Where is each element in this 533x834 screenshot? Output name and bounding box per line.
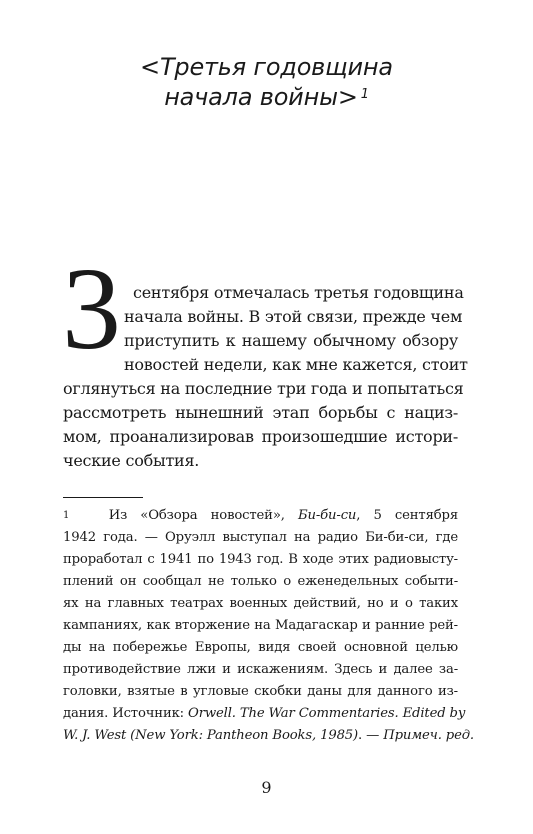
- footnote-line-3: проработал с 1941 по 1943 год. В ходе этих радиовысту-: [63, 552, 458, 567]
- footnote-line-6: кампаниях, как вторжение на Мадагаскар и ранние рей-: [63, 618, 458, 633]
- footnote-source-bbc: Би-би-си: [297, 508, 357, 523]
- footnote-source: Из «Обзора новостей»,: [108, 508, 285, 523]
- body-line-2: начала войны. В этой связи, прежде чем: [124, 307, 463, 326]
- body-line-8: ческие события.: [63, 451, 200, 470]
- footnote-date: , 5 сентября: [356, 508, 458, 523]
- footnote-line-10: [63, 703, 466, 725]
- body-line-5: оглянуться на последние три года и попытаться: [63, 379, 464, 398]
- footnote-reference[interactable]: 1: [360, 87, 369, 102]
- footnote-line-11: [63, 725, 474, 747]
- footnote-line-8: противодействие лжи и искажениям. Здесь и далее за-: [63, 662, 458, 677]
- footnote-line-2: 1942 года. — Оруэлл выступал на радио Би-би-си, где: [63, 530, 458, 545]
- footnote-line-1: [63, 505, 458, 527]
- body-line-4: новостей недели, как мне кажется, стоит: [124, 355, 468, 374]
- footnote-number: 1: [63, 510, 70, 521]
- footnote-editor-note: Примеч. ред.: [383, 728, 474, 743]
- drop-cap: 3: [62, 243, 121, 374]
- body-line-3: приступить к нашему обычному обзору: [124, 331, 458, 350]
- body-line-7: мом, проанализировав произошедшие истори-: [63, 427, 458, 446]
- footnote-line-4: плений он сообщал не только о еженедельных событи-: [63, 574, 458, 589]
- footnote-source-editor: W. J. West (New York: Pantheon Books, 1985): [63, 728, 359, 743]
- footnote-source-label: дания. Источник:: [63, 706, 184, 721]
- footnote-source-title: Orwell. The War Commentaries. Edited by: [188, 706, 466, 721]
- footnote-line-9: головки, взятые в угловые скобки даны для данного из-: [63, 684, 458, 699]
- chapter-title-line-2: [0, 82, 533, 112]
- body-line-6: рассмотреть нынешний этап борьбы с нациз-: [63, 403, 458, 422]
- footnote-dash: . —: [358, 728, 380, 743]
- chapter-title: [0, 52, 533, 112]
- footnote-divider: [63, 497, 143, 498]
- footnote-line-7: ды на побережье Европы, видя своей основной целью: [63, 640, 458, 655]
- footnote-line-5: ях на главных театрах военных действий, но и о таких: [63, 596, 458, 611]
- chapter-title-text-2: начала войны>: [164, 83, 358, 111]
- body-line-1: сентября отмечалась третья годовщина: [133, 283, 464, 302]
- chapter-title-line-1: <Третья годовщина: [140, 53, 393, 81]
- page-number: 9: [261, 778, 272, 797]
